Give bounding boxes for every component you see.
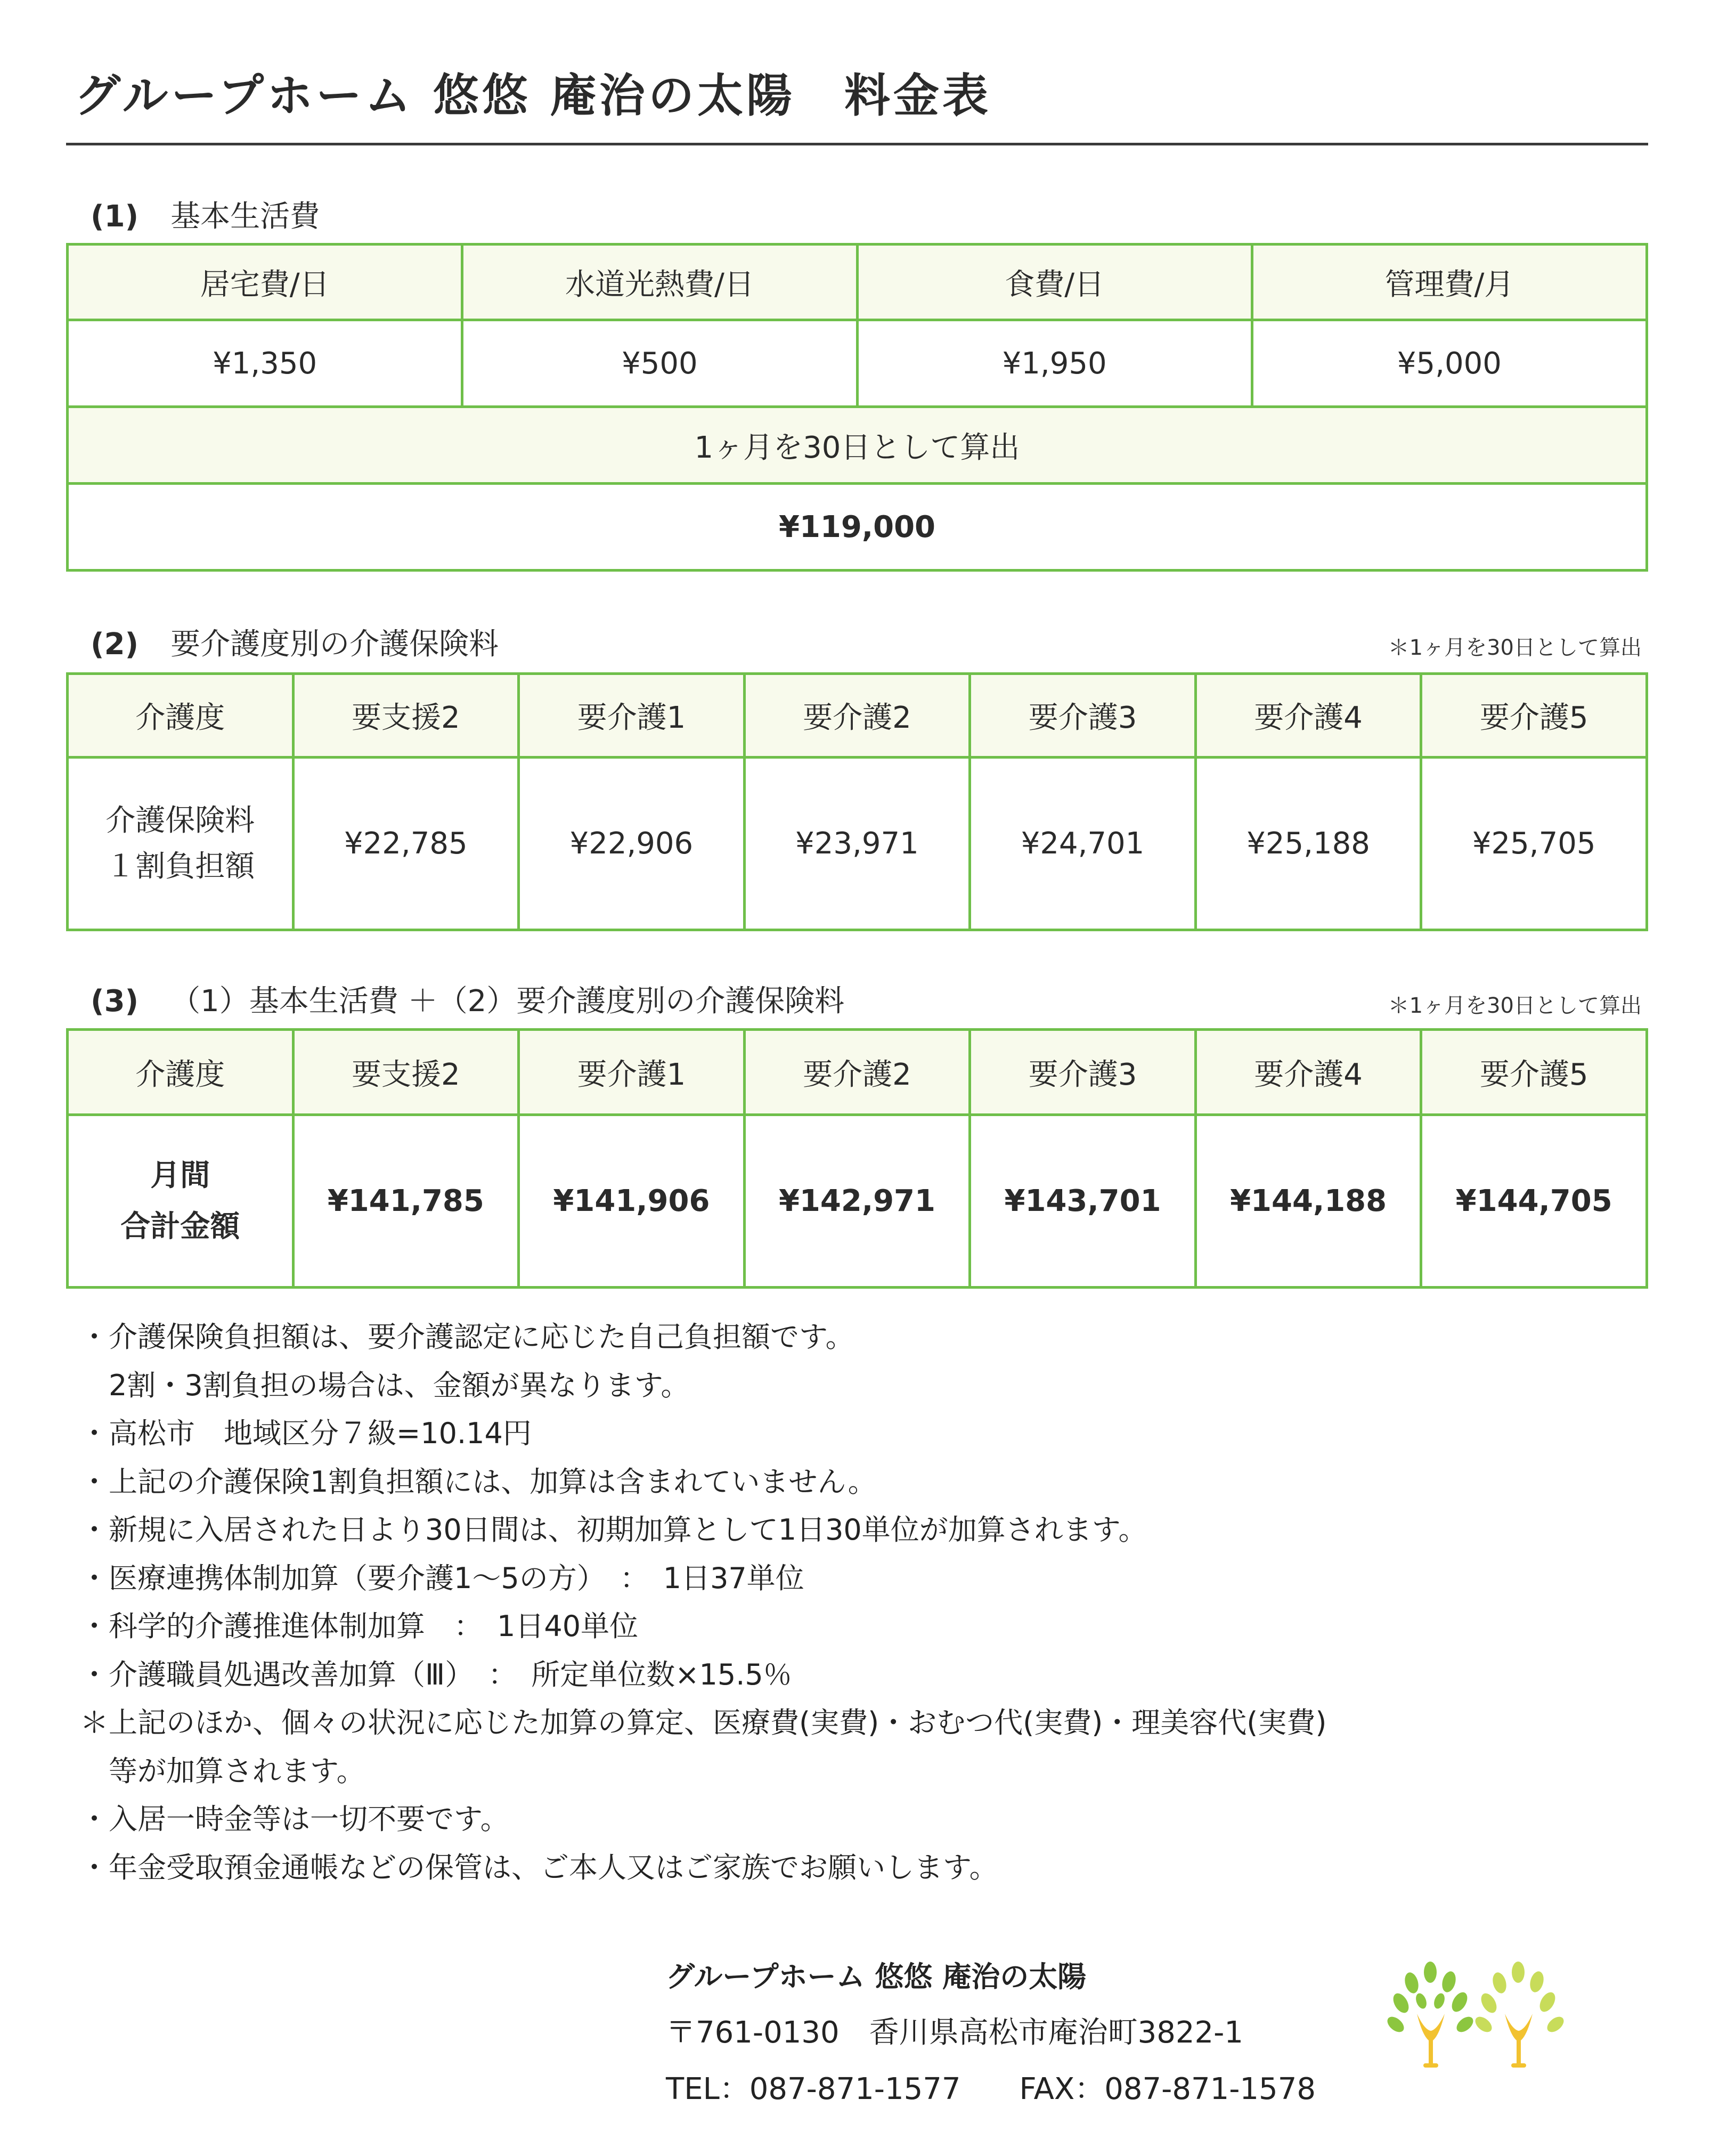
section2-note: ＊1ヶ月を30日として算出 — [1388, 636, 1642, 660]
facility-name: グループホーム 悠悠 庵治の太陽 — [666, 1960, 1087, 1994]
care-level-cell: 要介護1 — [519, 674, 745, 758]
care-level-cell: 要支援2 — [293, 1030, 519, 1115]
insurance-value-cell: ¥22,785 — [293, 758, 519, 930]
title-underline — [66, 143, 1648, 145]
monthly-total-value-cell: ¥144,188 — [1195, 1115, 1421, 1288]
monthly-total-cell: ¥119,000 — [68, 484, 1647, 571]
insurance-value-cell: ¥22,906 — [519, 758, 745, 930]
monthly-total-table — [66, 1028, 1648, 1289]
monthly-total-value-cell: ¥141,906 — [519, 1115, 745, 1288]
header-cell-residence: 居宅費/日 — [68, 245, 462, 320]
section2-heading — [91, 621, 499, 663]
monthly-total-value-cell: ¥143,701 — [970, 1115, 1196, 1288]
care-level-cell: 要介護1 — [519, 1030, 745, 1115]
insurance-row-label-line1: 介護保険料 — [105, 803, 255, 838]
note-item: ・介護職員処遇改善加算（Ⅲ） ： 所定単位数×15.5％ — [80, 1657, 792, 1691]
care-level-cell: 要支援2 — [293, 674, 519, 758]
insurance-value-cell: ¥24,701 — [970, 758, 1196, 930]
insurance-value-cell: ¥25,705 — [1421, 758, 1647, 930]
monthly-total-value-cell: ¥142,971 — [744, 1115, 970, 1288]
facility-tel: TEL：087-871-1577 — [666, 2072, 961, 2106]
care-level-cell: 要介護2 — [744, 1030, 970, 1115]
note-item: ・入居一時金等は一切不要です。 — [80, 1802, 509, 1836]
notes-list — [80, 1313, 1326, 1892]
note-item: ・医療連携体制加算（要介護1～5の方） ： 1日37単位 — [80, 1561, 804, 1595]
care-level-cell: 要介護3 — [970, 1030, 1196, 1115]
care-level-cell: 要介護3 — [970, 674, 1196, 758]
care-level-cell: 要介護5 — [1421, 1030, 1647, 1115]
calculation-basis-cell: 1ヶ月を30日として算出 — [68, 407, 1647, 484]
note-item: 2割・3割負担の場合は、金額が異なります。 — [80, 1368, 690, 1402]
note-item: ・介護保険負担額は、要介護認定に応じた自己負担額です。 — [80, 1320, 854, 1354]
note-item: ・高松市 地域区分７級=10.14円 — [80, 1417, 532, 1450]
tree-logo-icon — [1380, 1950, 1571, 2078]
section1-number: (1) — [91, 199, 139, 234]
section1-heading — [91, 193, 320, 235]
insurance-value-cell: ¥23,971 — [744, 758, 970, 930]
section2-number: (2) — [91, 627, 139, 662]
section3-heading — [91, 978, 844, 1020]
section3-note: ＊1ヶ月を30日として算出 — [1388, 994, 1642, 1018]
note-item: ・新規に入居された日より30日間は、初期加算として1日30単位が加算されます。 — [80, 1513, 1147, 1547]
care-level-header: 介護度 — [68, 674, 294, 758]
facility-footer — [666, 1954, 1316, 2108]
monthly-total-row-label — [68, 1115, 294, 1288]
header-cell-food: 食費/日 — [857, 245, 1252, 320]
facility-address: 〒761-0130 香川県高松市庵治町3822-1 — [666, 2015, 1243, 2050]
value-cell-management: ¥5,000 — [1252, 320, 1647, 407]
note-item: ＊上記のほか、個々の状況に応じた加算の算定、医療費(実費)・おむつ代(実費)・理美容代(実費) — [80, 1706, 1327, 1739]
page-title: グループホーム 悠悠 庵治の太陽 料金表 — [75, 69, 992, 123]
monthly-total-value-cell: ¥144,705 — [1421, 1115, 1647, 1288]
note-item: ・科学的介護推進体制加算 ： 1日40単位 — [80, 1609, 639, 1643]
note-item: ・年金受取預金通帳などの保管は、ご本人又はご家族でお願いします。 — [80, 1850, 998, 1884]
section3-number: (3) — [91, 984, 139, 1019]
care-insurance-table — [66, 672, 1648, 931]
section1-title: 基本生活費 — [170, 199, 320, 234]
value-cell-food: ¥1,950 — [857, 320, 1252, 407]
section3-title: （1）基本生活費 ＋（2）要介護度別の介護保険料 — [170, 984, 845, 1019]
insurance-row-label — [68, 758, 294, 930]
header-cell-utilities: 水道光熱費/日 — [462, 245, 857, 320]
care-level-cell: 要介護5 — [1421, 674, 1647, 758]
care-level-cell: 要介護2 — [744, 674, 970, 758]
section2-title: 要介護度別の介護保険料 — [170, 627, 499, 662]
care-level-cell: 要介護4 — [1195, 1030, 1421, 1115]
insurance-value-cell: ¥25,188 — [1195, 758, 1421, 930]
facility-contact — [666, 2065, 1316, 2108]
monthly-total-value-cell: ¥141,785 — [293, 1115, 519, 1288]
monthly-total-label-line2: 合計金額 — [120, 1209, 240, 1244]
note-item: ・上記の介護保険1割負担額には、加算は含まれていません。 — [80, 1465, 877, 1499]
value-cell-utilities: ¥500 — [462, 320, 857, 407]
insurance-row-label-line2: １割負担額 — [105, 849, 255, 884]
care-level-cell: 要介護4 — [1195, 674, 1421, 758]
basic-living-cost-table — [66, 243, 1648, 572]
header-cell-management: 管理費/月 — [1252, 245, 1647, 320]
note-item: 等が加算されます。 — [80, 1754, 365, 1788]
value-cell-residence: ¥1,350 — [68, 320, 462, 407]
care-level-header: 介護度 — [68, 1030, 294, 1115]
facility-fax: FAX：087-871-1578 — [1019, 2072, 1316, 2106]
monthly-total-label-line1: 月間 — [150, 1158, 210, 1193]
